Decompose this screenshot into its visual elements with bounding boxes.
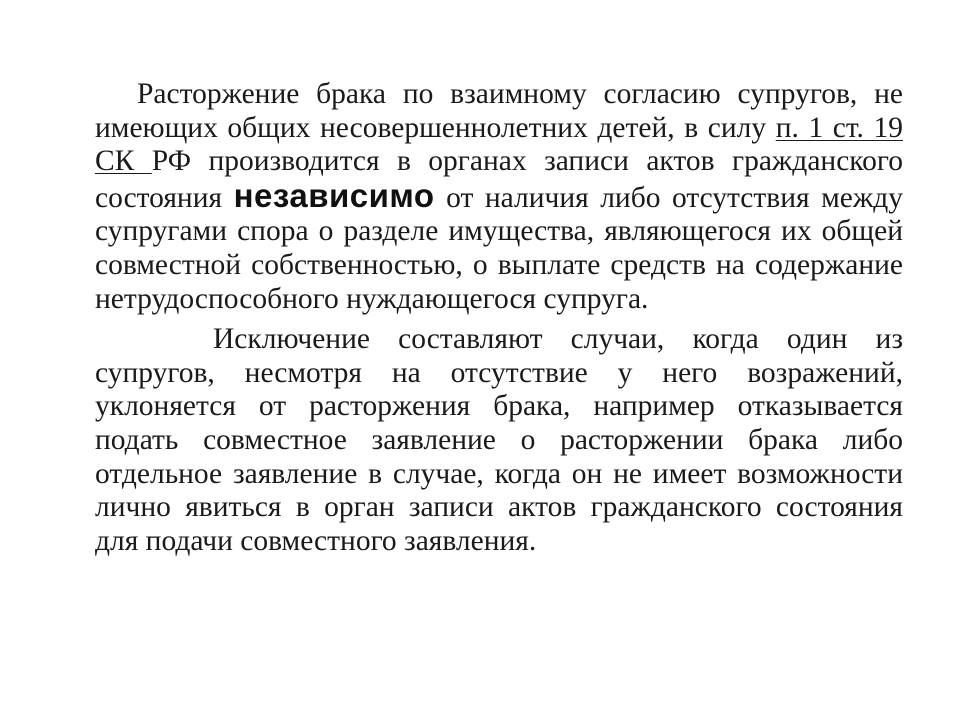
family-code-article-link[interactable]: п. 1 ст. 19 СК: [95, 111, 903, 178]
paragraph1-mid: РФ производится в органах записи актов гражданского состояния: [95, 145, 903, 214]
paragraph1-intro: Расторжение брака по взаимному согласию супругов, не имеющих общих несовершеннолетних детей, в силу: [95, 78, 903, 144]
paragraph-exception-cases: Исключение составляют случаи, когда один из супругов, несмотря на отсутствие у него возражений, уклоняется от расторжения брака, например отказывается подать совместное заявление о расторжении брака либо отдельное заявление в случае, когда он не имеет возможности лично явиться в орган записи актов гражданского состояния для подачи совместного заявления.: [95, 323, 903, 557]
slide-content: [95, 78, 903, 558]
paragraph-mutual-consent-divorce: [95, 78, 903, 316]
paragraph1-rest: от наличия либо отсутствия между супругами спора о разделе имущества, являющегося их общей совместной собственностью, о выплате средств на содержание нетрудоспособного нуждающегося супруга.: [95, 181, 903, 315]
emphasis-independently: независимо: [233, 176, 435, 214]
